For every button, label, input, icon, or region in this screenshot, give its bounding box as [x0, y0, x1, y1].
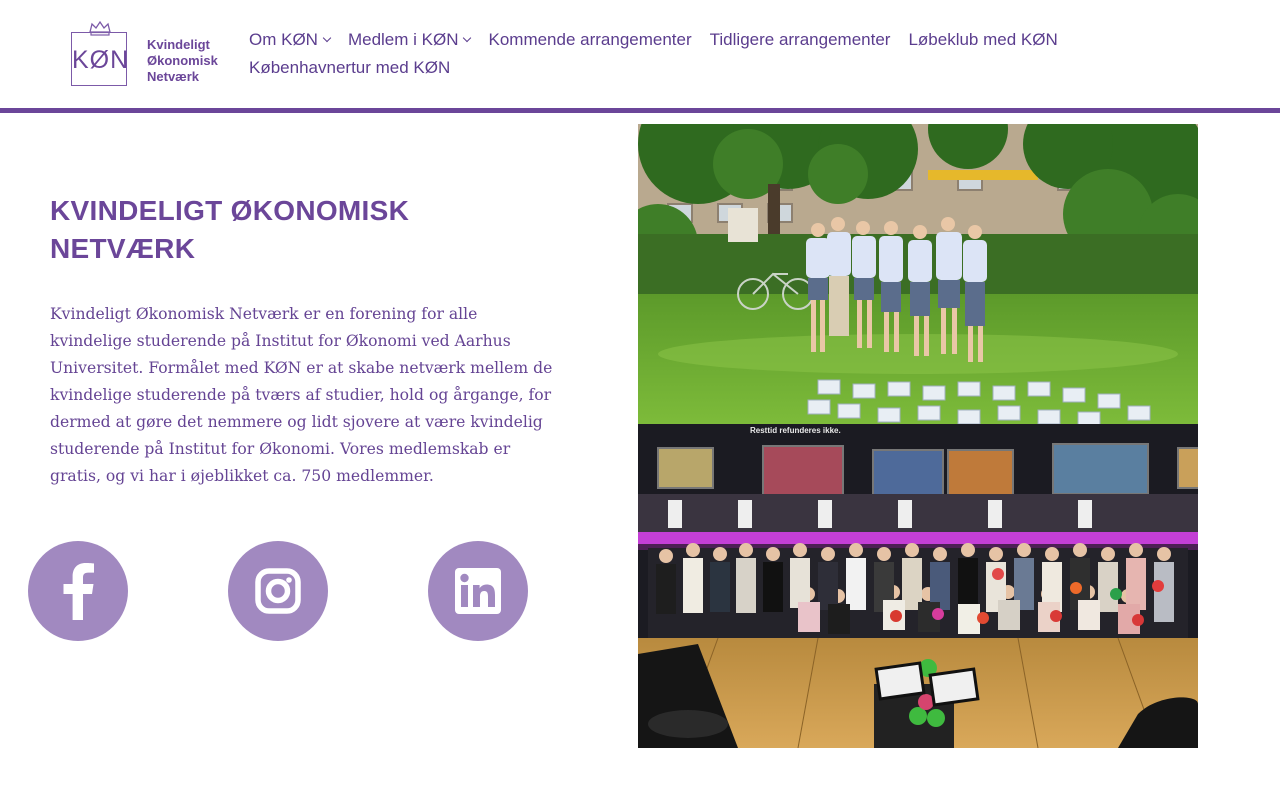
- nav-item-om-kon[interactable]: [249, 28, 330, 52]
- group-photo-bowling: [638, 424, 1198, 748]
- nav-item-label: Om KØN: [249, 30, 318, 49]
- logo-line: Økonomisk: [147, 53, 218, 68]
- logo-line: Netværk: [147, 69, 200, 84]
- intro-paragraph: Kvindeligt Økonomisk Netværk er en forening for alle kvindelige studerende på Institut for Økonomi ved Aarhus Universitet. Formålet med KØN er at skabe netværk mellem de kvindelige studerende på tværs af studier, hold og årgange, for dermed at gøre det nemmere og lidt sjovere at være kvindelig studerende på Institut for Økonomi. Vores medlemskab er gratis, og vi har i øjeblikket ca. 750 medlemmer.: [50, 305, 553, 485]
- logo-monogram: KØN: [72, 46, 130, 74]
- nav-item-label: Tidligere arrangementer: [709, 30, 891, 49]
- group-photo-park: [638, 124, 1198, 424]
- photo-caption: Resttid refunderes ikke.: [750, 426, 841, 435]
- chevron-down-icon: [323, 34, 331, 42]
- main-nav: [249, 28, 1069, 80]
- site-logo[interactable]: [70, 18, 218, 88]
- nav-item-label: Kommende arrangementer: [488, 30, 692, 49]
- header-divider: [0, 108, 1280, 113]
- nav-item-medlem[interactable]: [348, 28, 471, 52]
- instagram-icon: [255, 568, 301, 614]
- facebook-button[interactable]: [28, 541, 128, 641]
- nav-item-lobeklub[interactable]: [908, 28, 1057, 52]
- facebook-icon: [61, 562, 95, 620]
- nav-item-label: Løbeklub med KØN: [908, 30, 1058, 49]
- nav-item-label: Københavnertur med KØN: [249, 58, 451, 77]
- nav-item-tidligere[interactable]: [710, 28, 891, 52]
- chevron-down-icon: [463, 34, 471, 42]
- page-title: KVINDELIGT ØKONOMISK NETVÆRK: [50, 195, 410, 264]
- instagram-button[interactable]: [228, 541, 328, 641]
- nav-item-kobenhavnertur[interactable]: [249, 56, 450, 80]
- site-header: [0, 0, 1280, 108]
- logo-wordmark: [147, 37, 227, 85]
- logo-line: Kvindeligt: [147, 37, 210, 52]
- nav-item-kommende[interactable]: [488, 28, 691, 52]
- linkedin-button[interactable]: [428, 541, 528, 641]
- linkedin-icon: [455, 568, 501, 614]
- nav-item-label: Medlem i KØN: [347, 30, 459, 49]
